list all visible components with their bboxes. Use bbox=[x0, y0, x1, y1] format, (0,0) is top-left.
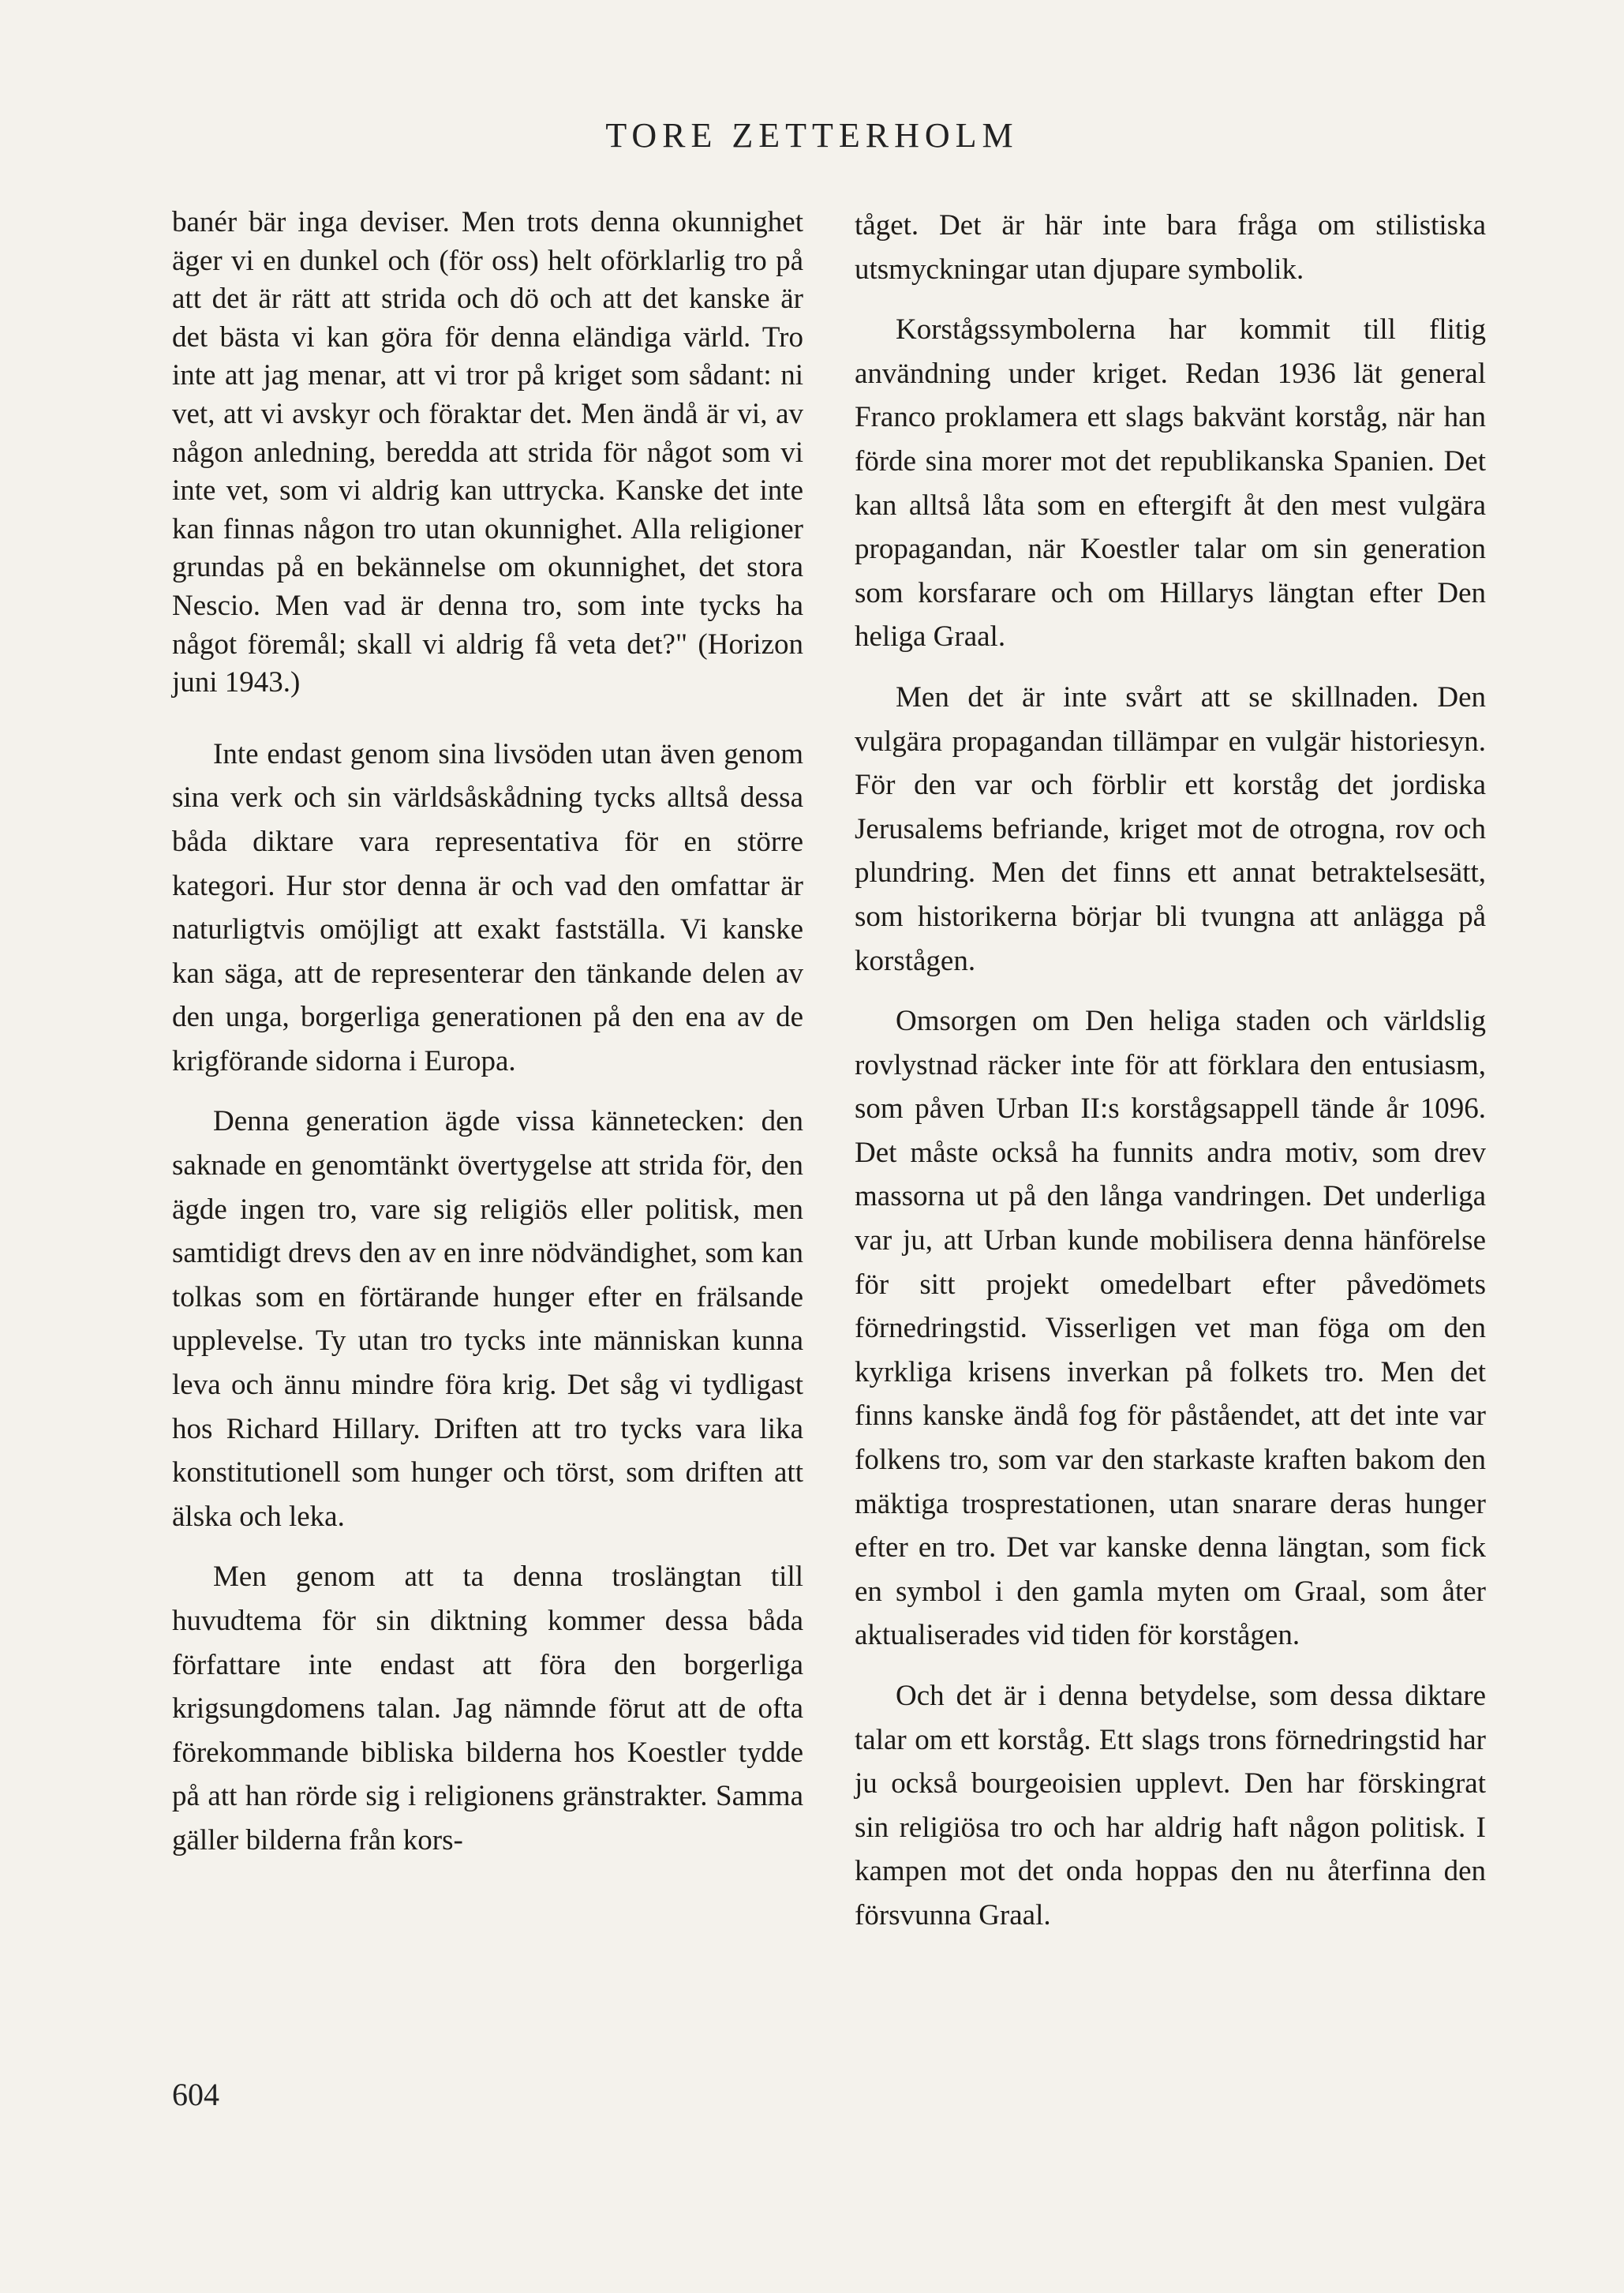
quote-paragraph: banér bär inga deviser. Men trots denna okunnighet äger vi en dunkel och (för oss) helt oförklarlig tro på att det är rätt att strida och dö och att det kanske är det bästa vi kan göra för denna eländiga värld. Tro inte att jag menar, att vi tror på kriget som sådant: ni vet, att vi avskyr och föraktar det. Men ändå är vi, av någon anledning, beredda att strida för något som vi inte vet, som vi aldrig kan uttrycka. Kanske det inte kan finnas någon tro utan okunnighet. Alla religioner grundas på en bekännelse om okunnighet, det stora Nescio. Men vad är denna tro, som inte tycks ha något föremål; skall vi aldrig få veta det?" (Horizon juni 1943.) bbox=[172, 206, 803, 699]
right-body bbox=[855, 204, 1486, 1938]
running-head: TORE ZETTERHOLM bbox=[605, 116, 1019, 155]
paragraph: Korstågssymbolerna har kommit till flitig användning under kriget. Redan 1936 lät general Franco proklamera ett slags bakvänt korståg, när han förde sina morer mot det republikanska Spanien. Det kan alltså låta som en eftergift åt den mest vulgära propagandan, när Koestler talar om sin generation som korsfarare och om Hillarys längtan efter Den heliga Graal. bbox=[855, 313, 1486, 654]
paragraph: Men det är inte svårt att se skillnaden. Den vulgära propagandan tillämpar en vulgär historiesyn. För den var och förblir ett korståg det jordiska Jerusalems befriande, kriget mot de otrogna, rov och plundring. Men det finns ett annat betraktelsesätt, som historikerna börjar bli tvungna att anlägga på korstågen. bbox=[855, 680, 1486, 977]
paragraph: Och det är i denna betydelse, som dessa diktare talar om ett korståg. Ett slags trons förnedringstid har ju också bourgeoisien upplevt. Den har förskingrat sin religiösa tro och har aldrig haft någon politisk. I kampen mot det onda hoppas den nu återfinna den försvunna Graal. bbox=[855, 1680, 1486, 1931]
paragraph: Men genom att ta denna troslängtan till huvudtema för sin diktning kommer dessa båda författare inte endast att föra den borgerliga krigsungdomens talan. Jag nämnde förut att de ofta förekommande bibliska bilderna hos Koestler tydde på att han rörde sig i religionens gränstrakter. Samma gäller bilderna från kors- bbox=[172, 1561, 803, 1857]
paragraph: Omsorgen om Den heliga staden och världslig rovlystnad räcker inte för att förklara den entusiasm, som påven Urban II:s korstågsappell tände år 1096. Det måste också ha funnits andra motiv, som drev massorna ut på den långa vandringen. Det underliga var ju, att Urban kunde mobilisera denna hänförelse för sitt projekt omedelbart efter påvedömets förnedringstid. Visserligen vet man föga om den kyrkliga krisens inverkan på folkets tro. Men det finns kanske ändå fog för påståendet, att det inte var folkens tro, som var den starkaste kraften bakom den mäktiga trosprestationen, utan snarare deras hunger efter en tro. Det var kanske denna längtan, som fick en symbol i den gamla myten om Graal, som åter aktualiserades vid tiden för korstågen. bbox=[855, 1005, 1486, 1652]
page-number: 604 bbox=[172, 2077, 219, 2112]
left-body bbox=[172, 732, 803, 1863]
paragraph: Inte endast genom sina livsöden utan även genom sina verk och sin världsåskådning tycks alltså dessa båda diktare vara representativa för en större kategori. Hur stor denna är och vad den omfattar är naturligtvis omöjligt att exakt fastställa. Vi kanske kan säga, att de representerar den tänkande delen av den unga, borgerliga generationen på den ena av de krigförande sidorna i Europa. bbox=[172, 737, 803, 1077]
paragraph: Denna generation ägde vissa kännetecken: den saknade en genomtänkt övertygelse att strida för, den ägde ingen tro, vare sig religiös eller politisk, men samtidigt drevs den av en inre nödvändighet, som kan tolkas som en förtärande hunger efter en frälsande upplevelse. Ty utan tro tycks inte människan kunna leva och ännu mindre föra krig. Det såg vi tydligast hos Richard Hillary. Driften att tro tycks vara lika konstitutionell som hunger och törst, som driften att älska och leka. bbox=[172, 1105, 803, 1533]
left-column bbox=[172, 204, 803, 1879]
right-column bbox=[855, 204, 1486, 1954]
paragraph: tåget. Det är här inte bara fråga om stilistiska utsmyckningar utan djupare symbolik. bbox=[855, 209, 1486, 286]
block-quote bbox=[172, 204, 803, 703]
